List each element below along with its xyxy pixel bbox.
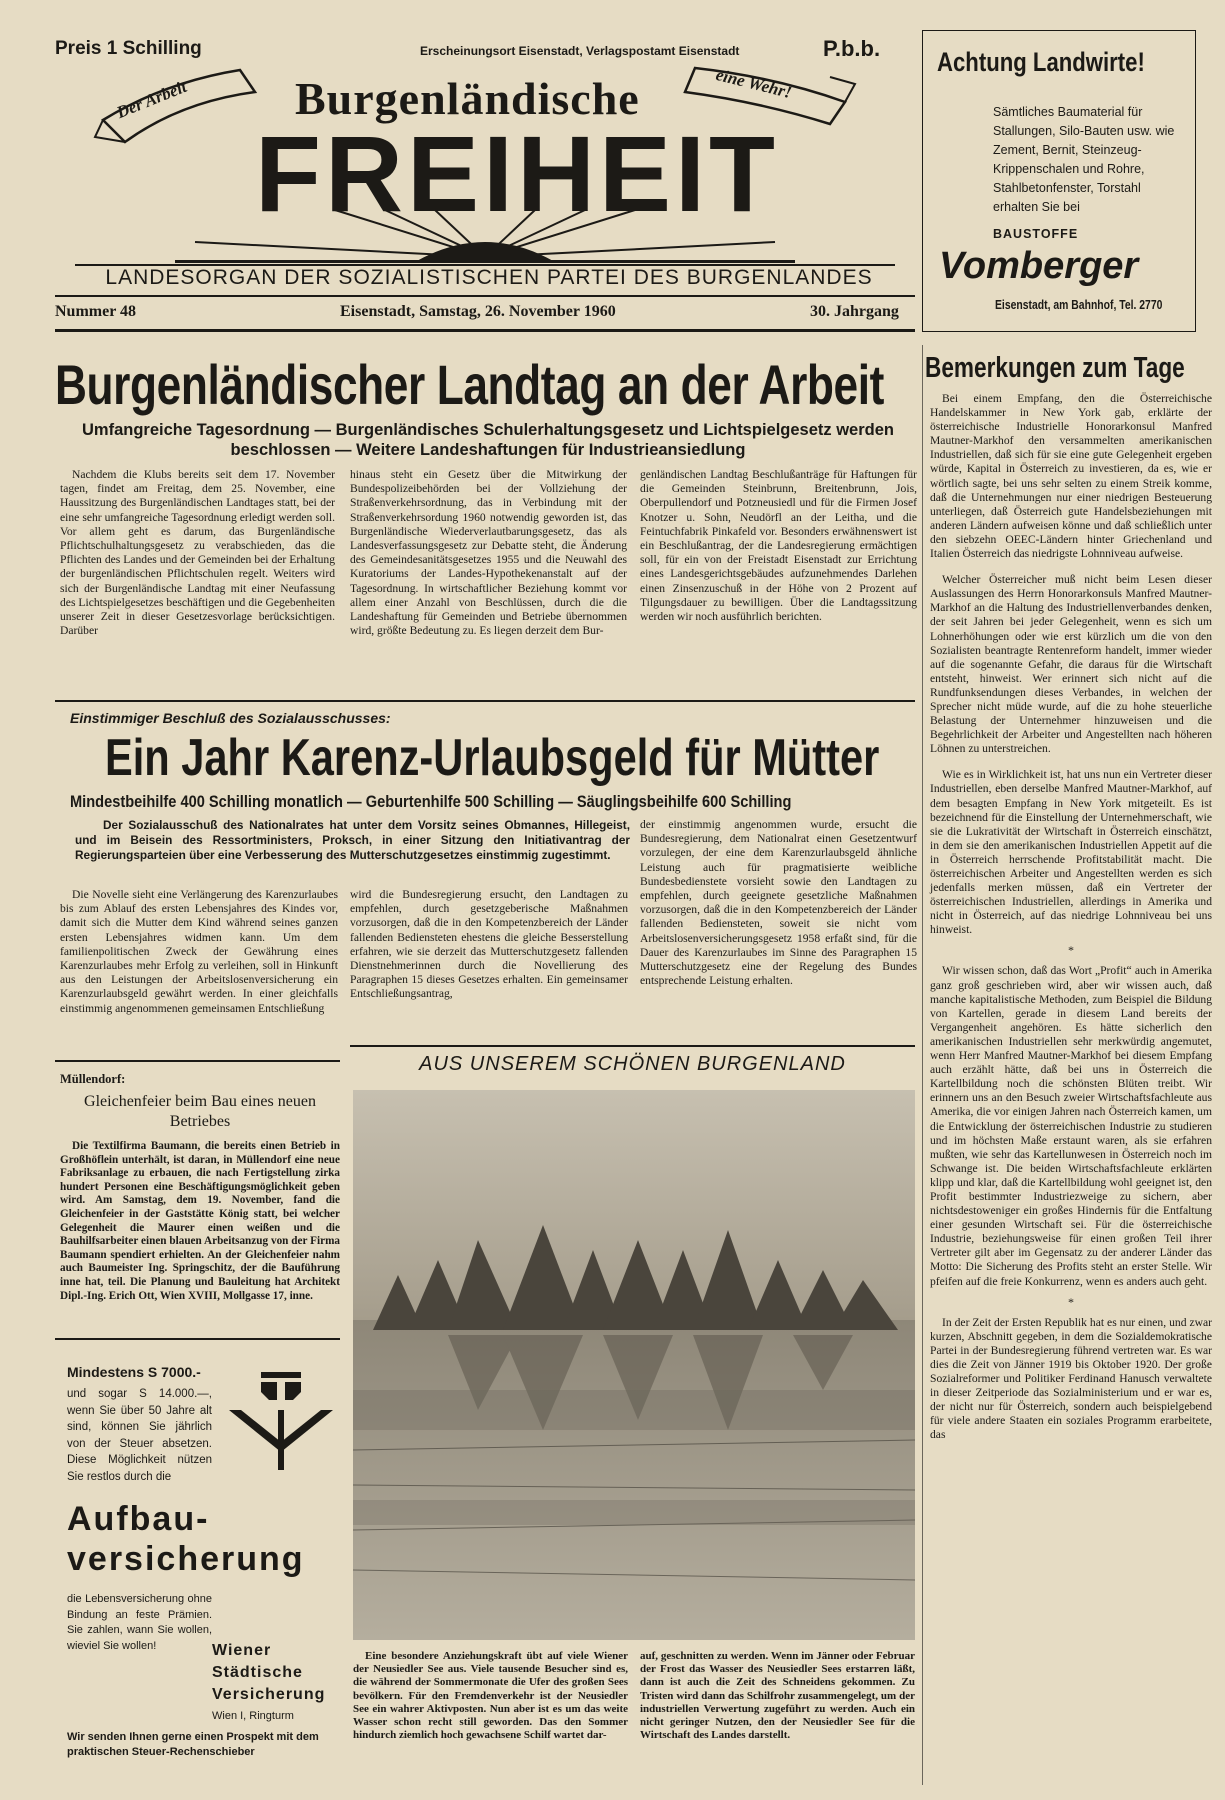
ad-aufbau-body: und sogar S 14.000.—, wenn Sie über 50 Jahre alt sind, können Sie jährlich von der Steuer absetzen. Diese Möglichkeit nützen Sie restlos durch die [67, 1388, 212, 1483]
bemerkungen-p3: Wie es in Wirklichkeit ist, hat uns nun ein Vertreter dieser Industriellen, eben derselbe Manfred Mautner-Markhof, auf dem besagten Empfang in New York mitgeteilt. Es ist bezeichnend für die Einstellung der Unternehmerschaft, wie sie die Lukrativität der Wirtschaft in Österreich einschätzt, in dem sie den amerikanischen Industriellen Appetit auf die in Österreich herrschende Profitstabilität macht. Die österreichischen Arbeiter und Angestellten werden es sich jedenfalls merken müssen, daß ein Vertreter der österreichischen Industriellen, allerdings in Amerika und nicht in Österreich, auf das niedrige Lohnniveau bei uns hinweist. [930, 768, 1212, 937]
ad-vomberger-address: Eisenstadt, am Bahnhof, Tel. 2770 [995, 297, 1163, 312]
lead-col-1: Nachdem die Klubs bereits seit dem 17. November tagen, findet am Freitag, dem 25. November, eine Haussitzung des Burgenländischen Landtages statt, bei der eine sehr umfangreiche Tagesordnung erledigt werden soll. Vor allem geht es darum, das Burgenländische Pflichtschulhaltungsgesetz zu verabschieden, das die Pflichten des Landes und der Gemeinden bei der Erhaltung der burgenländischen Pflichtschulen regelt. Weiters wird sich der Burgenländische Landtag mit einer Neufassung des Lichtspielgesetzes beschäftigen und die Gegebenheiten unserer Zeit in dieser Gesetzesvorlage berücksichtigen. Darüber [60, 468, 335, 638]
ad-vomberger-body: Sämtliches Baumaterial für Stallungen, Silo-Bauten usw. wie Zement, Bernit, Steinzeug-Krippenschalen und Rohre, Stahlbetonfenster, Torstahl erhalten Sie bei [993, 105, 1175, 214]
lead-col-3: genländischen Landtag Beschlußanträge für Haftungen für die Gemeinden Steinbrunn, Breitenbrunn, Jois, Oberpullendorf und Potzneusiedl und für die Firmen Josef Knotzer u. Sohn, Neudörfl an der Leitha, und die Feintuchfabrik Pinkafeld vor. Besonders erwähnenswert ist ein Beschlußantrag, der die Landesregierung ermächtigen soll, für ein von der Freistadt Eisenstadt zur Errichtung eines Landesgerichtsgebäudes aufzunehmendes Darlehen einen Zinsenzuschuß in der Höhe von 2 Prozent auf Tilgungsdauer zu bewilligen. Über die Landtagssitzung werden wir noch ausführlich berichten. [640, 468, 917, 624]
masthead [55, 62, 915, 312]
volume: 30. Jahrgang [810, 303, 899, 320]
ad-vomberger-brand: Vomberger [939, 245, 1139, 287]
ad-aufbau-brand-line2: versicherung [67, 1540, 305, 1578]
bemerkungen-headline: Bemerkungen zum Tage [925, 352, 1185, 384]
ad-aufbau [55, 1350, 345, 1770]
publication-note: Erscheinungsort Eisenstadt, Verlagspostamt Eisenstadt [420, 44, 740, 58]
photo-neusiedler-see [353, 1090, 915, 1640]
bemerkungen-separator-2: * [1068, 1294, 1074, 1309]
karenz-kicker: Einstimmiger Beschluß des Sozialausschusses: [70, 710, 391, 726]
bemerkungen-p2: Welcher Österreicher muß nicht beim Lesen dieser Auslassungen des Herrn Honorarkonsuls Manfred Mautner-Markhof an die Haltung des Industriellenverbandes denken, der seit Jahren bei jeder Gelegenheit, wenn es sich um Lohnerhöhungen oder wie erst kürzlich um die von den Sozialisten beantragte Rentenreform handelt, immer wieder auf die sogenannte Gefahr, die daraus für die Wirtschaft entsteht, hinweist. Wer erinnert sich nicht auf die Rundfunksendungen dieses Verbandes, in welchen der Sprecher nicht müde wurde, auf die zu hohe steuerliche Belastung der Unternehmer hinzuweisen und die Begehrlichkeit der Arbeiter und Angestellten nach höheren Löhnen zu unterstreichen. [930, 573, 1212, 756]
muellendorf-headline: Gleichenfeier beim Bau eines neuen Betriebes [84, 1093, 316, 1130]
ad-aufbau-sub: die Lebensversicherung ohne Bindung an feste Prämien. Sie zahlen, wann Sie wollen, wieviel Sie wollen! [67, 1593, 212, 1652]
title-main: FREIHEIT [255, 113, 780, 234]
bemerkungen-separator-1: * [1068, 943, 1074, 958]
karenz-col-3: der einstimmig angenommen wurde, ersucht die Bundesregierung, dem Nationalrat einen Gesetzentwurf vorzulegen, der eine dem Karenzurlaubsgeld ähnliche Leistung auch für pragmatisierte weibliche Bundesbedienstete vorsieht sowie den Landtagen zu empfehlen, durch geeignete gesetzliche Maßnahmen vorzusorgen, daß die in den Kompetenzbereich der Länder fallenden Bediensteten, soweit sie nicht vom Arbeitslosenversicherungsgesetz 1958 erfaßt sind, für die Dauer des Karenzurlaubes im Sinne des Paragraphen 15 Mutterschutzgesetz eine der Regelung des Bundes entsprechende Leistung erhalten. [640, 818, 917, 988]
masthead-subtitle: LANDESORGAN DER SOZIALISTISCHEN PARTEI DES BURGENLANDES [105, 266, 873, 289]
ribbon-right-text: eine Wehr! [713, 64, 794, 103]
ad-aufbau-company-2: Städtische [212, 1664, 303, 1681]
photo-headline: AUS UNSEREM SCHÖNEN BURGENLAND [419, 1053, 846, 1075]
ad-vomberger [922, 30, 1196, 332]
lead-headline: Burgenländischer Landtag an der Arbeit [55, 353, 884, 416]
issue-number: Nummer 48 [55, 303, 137, 320]
bemerkungen-p4: Wir wissen schon, daß das Wort „Profit“ auch in Amerika ganz groß geschrieben wird, aber wir wissen auch, daß manche kapitalistische Methoden, zum Beispiel die Bildung von Kartellen, gerade in diesem Land bereits der Vergangenheit angehören. Es hätte sicherlich den amerikanischen Industriellen sehr merkwürdig angemutet, wenn Herr Manfred Mautner-Markhof bei diesem Empfang auch erzählt hätte, daß bei uns in Österreich die Kartellbildung noch die schönsten Blüten treibt. Wir erinnern uns an den Besuch zweier Wirtschaftsfachleute aus Amerika, die vor einigen Jahren nach Österreich kamen, um die Entwicklung der österreichischen Industrie zu studieren und im höchsten Maße erstaunt waren, als sie erfahren mußten, wie sehr das Kartellunwesen in Österreich noch im Schwange ist. Die beiden Wirtschaftsfachleute erklärten klipp und klar, daß die Kartellbildung wohl geeignet ist, den Profit bestimmter Industriezweige zu sichern, aber nichtsdestoweniger ein großes Hindernis für die Entfaltung einer gesunden Wirtschaft sei. Für die österreichische Industrie, beziehungsweise für einen großen Teil ihrer Vertreter gilt aber im Gegensatz zu der anderer Länder das Motto: Die Sicherung des Profits steht an erster Stelle. Wir pfeifen auf die freie Konkurrenz, wenn es anders auch geht. [930, 964, 1212, 1288]
ad-aufbau-line1: Mindestens S 7000.- [67, 1364, 201, 1380]
ad-aufbau-company-1: Wiener [212, 1642, 272, 1659]
lead-subheadline: Umfangreiche Tagesordnung — Burgenländisches Schulerhaltungsgesetz und Lichtspielgesetz werden beschlossen — Weitere Landeshaftungen für Industrieansiedlung [81, 421, 894, 459]
reed-stacks-image [353, 1090, 915, 1640]
photo-caption-col-2: auf, geschnitten zu werden. Wenn im Jänner oder Februar der Frost das Wasser des Neusiedler Sees erstarren läßt, dann ist auch die Zeit des Schneidens gekommen. Zu Tristen wird dann das Schilfrohr zusammengelegt, um der industriellen Verwertung zugeführt zu werden. Auch ein nicht geringer Nutzen, den der Neusiedler See für die Wirtschaft des Landes darstellt. [640, 1650, 915, 1742]
bemerkungen-p5: In der Zeit der Ersten Republik hat es nur einen, und zwar kurzen, Abschnitt gegeben, in dem die Sozialdemokratische Partei in der Bundesregierung führend vertreten war. Es war dies die Zeit von Jänner 1919 bis Oktober 1920. Der große Sozialreformer und Politiker Ferdinand Hanusch verwaltete in dieser Zeitperiode das Sozialministerium und er war es, der nicht nur für Österreich, sondern auch beispielgebend für viele andere Staaten ein soziales Programm erarbeitete, das [930, 1315, 1212, 1442]
ad-aufbau-brand-line1: Aufbau- [67, 1500, 210, 1538]
ad-vomberger-label: BAUSTOFFE [993, 227, 1079, 241]
karenz-intro: Der Sozialausschuß des Nationalrates hat unter dem Vorsitz seines Obmannes, Hillegeist, und im Beisein des Ressortministers, Proksch, in einer Sitzung den Initiativantrag der Regierungsparteien über eine Verbesserung des Mutterschutzgesetzes einstimmig zugestimmt. [75, 818, 630, 862]
date-line: Eisenstadt, Samstag, 26. November 1960 [340, 303, 616, 320]
photo-caption-col-1: Eine besondere Anziehungskraft übt auf viele Wiener der Neusiedler See aus. Viele tausende Besucher sind es, die während der Sommermonate die Ufer des großen Sees bevölkern. Für den Fremdenverkehr ist der Neusiedler See ein wahrer Aktivposten. Nun aber ist es um das weite Wasser schon recht still geworden. Das den Sommer hindurch ziemlich hoch gewachsene Schilf wartet dar- [353, 1650, 628, 1742]
ad-aufbau-company-address: Wien I, Ringturm [212, 1710, 294, 1722]
ad-vomberger-headline: Achtung Landwirte! [937, 47, 1145, 77]
postage-mark: P.b.b. [823, 36, 881, 61]
bemerkungen-body [930, 392, 1212, 1442]
muellendorf-dateline: Müllendorf: [60, 1072, 126, 1086]
ribbon-left-text: Der Arbeit [113, 76, 190, 123]
karenz-col-2: wird die Bundesregierung ersucht, den Landtagen zu empfehlen, durch gesetzgeberische Maßnahmen vorzusorgen, daß die in den Kompetenzbereich der Länder fallenden Bediensteten ehestens die gleiche Besserstellung erfahren, wie sie derzeit das Mutterschutzgesetz fallenden Dienstnehmerinnen durch die Novellierung des Paragraphen 15 dieses Gesetzes erhalten. Ein gemeinsamer Entschließungsantrag, [350, 888, 628, 1001]
muellendorf-body: Die Textilfirma Baumann, die bereits einen Betrieb in Großhöflein unterhält, ist daran, in Müllendorf eine neue Fabriksanlage zu erbauen, die nach Fertigstellung zirka hundert Personen eine Beschäftigungsmöglichkeit geben wird. Am Samstag, dem 19. November, fand die Gleichenfeier in der Gaststätte König statt, bei welcher Gelegenheit die Maurer einen weißen und die Bauhilfsarbeiter einen blauen Arbeitsanzug von der Firma Baumann spendiert erhielten. An der Gleichenfeier nahm auch Baumeister Ing. Springschitz, der die Bauführung inne hat, teil. Die Planung und Bauleitung hat Architekt Dipl.-Ing. Erich Ott, Wien XVIII, Mollgasse 17, inne. [60, 1140, 340, 1302]
ad-aufbau-footer: Wir senden Ihnen gerne einen Prospekt mit dem praktischen Steuer-Rechenschieber [67, 1731, 319, 1758]
bemerkungen-p1: Bei einem Empfang, den die Österreichische Handelskammer in New York gab, erklärte der österreichische Industrielle Honorarkonsul Manfred Mautner-Markhof den versammelten amerikanischen Industriellen, daß sich für sie eine gute Gelegenheit ergeben würde, Kapital in Österreich zu investieren, da es, wie er wörtlich sagte, bei uns sehr selten zu einem Streik komme, daß die Unternehmungen nur einer niedrigen Besteuerung unterliegen, daß Österreich gute Handelsbeziehungen mit anderen Ländern aufweisen könne und daß schließlich unter den siebzehn OEEC-Ländern hinter Griechenland und Italien Österreich das niedrigste Lohnniveau aufweise. [930, 392, 1212, 561]
shield-logo-icon [225, 1370, 335, 1480]
karenz-headline: Ein Jahr Karenz-Urlaubsgeld für Mütter [105, 729, 880, 787]
price: Preis 1 Schilling [55, 38, 202, 59]
ad-aufbau-company-3: Versicherung [212, 1686, 326, 1703]
karenz-col-1: Die Novelle sieht eine Verlängerung des Karenzurlaubes bis zum Ablauf des ersten Lebensjahres des Kindes vor, damit sich die Mutter dem Kind während seines ganzen ersten Lebensjahres widmen kann. Um dem familienpolitischen Zweck der Gewährung eines Karenzurlaubes mehr Erfolg zu verleihen, soll in Hinkunft aus den Leistungen der Arbeitslosenversicherung ein Karenzurlaubsgeld gewährt werden. In einer gleichfalls einstimmig angenommenen gemeinsamen Entschließung [60, 888, 338, 1015]
title-top: Burgenländische [295, 73, 640, 124]
lead-col-2: hinaus steht ein Gesetz über die Mitwirkung der Bundespolizeibehörden bei der Vollziehung der Straßenverkehrsordnung, das in Verbindung mit der Straßenverkehrsordung 1960 notwendig geworden ist, das Burgenländische Wiederverlautbarungsgesetz, das als Landesverfassungsgesetz zur Debatte steht, die Änderung des Gemeindesanitätsgesetzes 1955 und die Neuwahl des Kuratoriums der Landes-Hypothekenanstalt auf der Tagesordnung. In wirtschaftlicher Beziehung kommt vor allem einer Anzahl von Beschlüssen, durch die die Landeshaftung für Gemeinden und Betriebe übernommen wird, größte Bedeutung zu. Es liegen derzeit dem Bur- [350, 468, 627, 638]
karenz-subheadline: Mindestbeihilfe 400 Schilling monatlich — Geburtenhilfe 500 Schilling — Säuglingsbeihilfe 600 Schilling [70, 792, 792, 811]
